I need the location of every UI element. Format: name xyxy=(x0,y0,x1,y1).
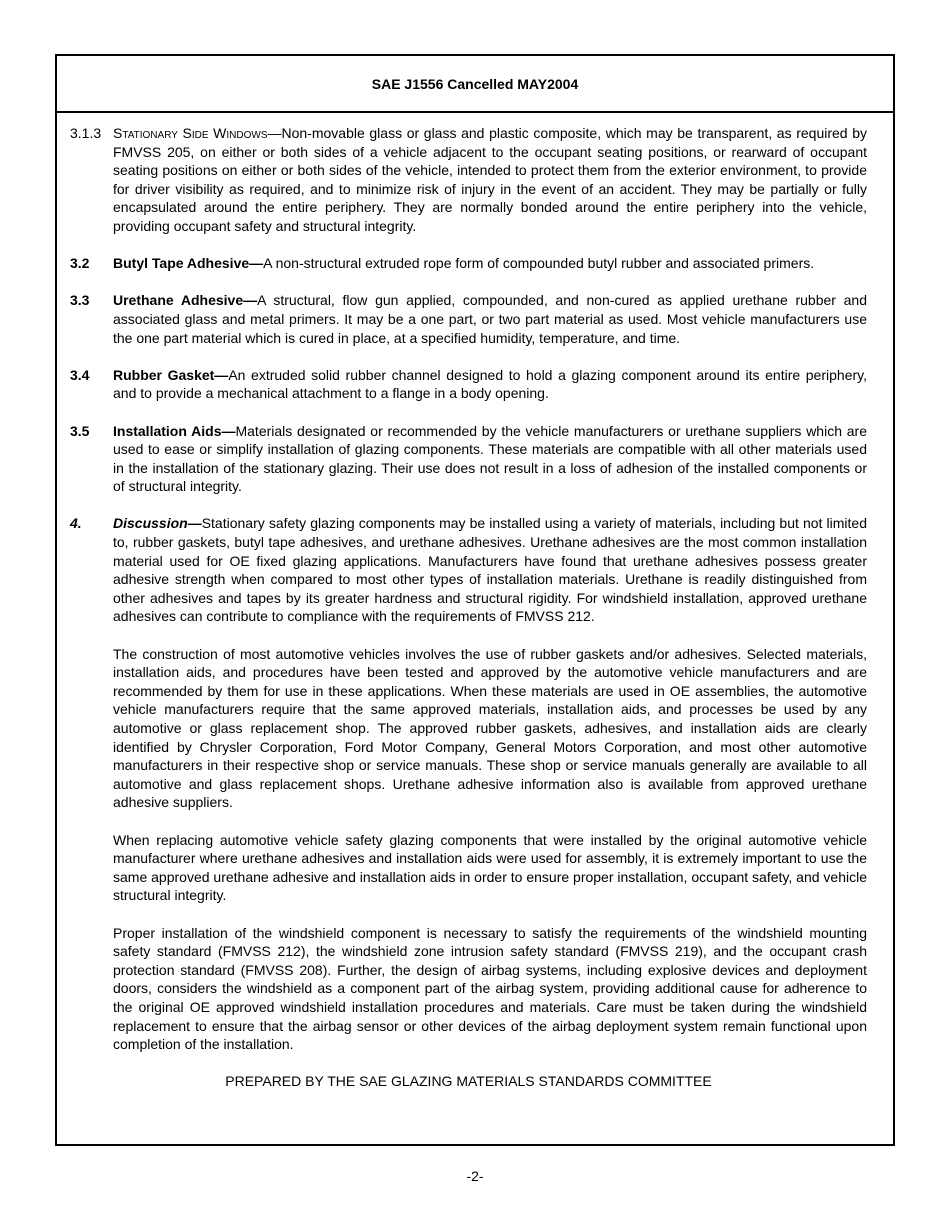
page-number: -2- xyxy=(466,1168,484,1184)
section-title: Installation Aids— xyxy=(113,422,236,439)
section-number: 3.4 xyxy=(70,366,90,383)
section-text xyxy=(113,514,867,626)
section-title: Stationary Side Windows xyxy=(113,125,268,141)
section-3-1-3 xyxy=(70,124,867,236)
section-3-4 xyxy=(70,366,867,403)
section-number: 4. xyxy=(70,515,82,532)
section-body: Non-movable glass or glass and plastic composite, which may be transparent, as required by FMVSS 205, on either or both sides of a vehicle adjacent to the occupant seating positions, or rearward of occupant seating positions on either or both sides of the vehicle, intended to protect them from the exterior environment, to provide for driver visibility as required, and to minimize risk of injury in the event of an accident. They may be partially or fully encapsulated around the entire periphery. They are normally bonded around the entire periphery into the vehicle, providing occupant safety and structural integrity. xyxy=(113,125,867,234)
section-body: Materials designated or recommended by the vehicle manufacturers or urethane suppliers which are used to ease or simplify installation of glazing components. These materials are compatible with all other materials used in the installation of the stationary glazing. Their use does not result in a loss of adhesion of the installed components or of structural integrity. xyxy=(113,422,867,495)
section-text xyxy=(113,291,867,347)
section-number: 3.1.3 xyxy=(70,125,102,141)
section-3-2 xyxy=(70,254,867,273)
section-body: A structural, flow gun applied, compounded, and non-cured as applied urethane rubber and associated glass and metal primers. It may be a one part, or two part material as used. Most vehicle manufacturers use the one part material which is cured in place, at a specified humidity, temperature, and time. xyxy=(113,292,867,346)
discussion-paragraph: Proper installation of the windshield component is necessary to satisfy the requirements of the windshield mounting safety standard (FMVSS 212), the windshield zone intrusion safety standard (FMVSS 219), and the occupant crash protection standard (FMVSS 208). Further, the design of airbag systems, including explosive devices and deployment doors, considers the windshield as a component part of the airbag system, providing additional cause for adherence to the original OE approved windshield installation procedures and materials. Care must be taken during the windshield replacement to ensure that the airbag sensor or other devices of the airbag deployment system remain functional upon completion of the installation. xyxy=(113,924,867,1053)
section-number: 3.5 xyxy=(70,422,90,439)
section-body: Stationary safety glazing components may be installed using a variety of materials, including but not limited to, rubber gaskets, butyl tape adhesives, and urethane adhesives. Urethane adhesives are the most common installation material used for OE fixed glazing applications. Manufacturers have found that urethane adhesives possess greater adhesive strength when compared to most other types of installation materials. Urethane is readily distinguished from other adhesives and tapes by its greater hardness and structural rigidity. For windshield installation, approved urethane adhesives can contribute to compliance with the requirements of FMVSS 212. xyxy=(113,515,867,625)
section-number: 3.2 xyxy=(70,255,90,272)
section-title: Rubber Gasket— xyxy=(113,366,229,383)
section-text xyxy=(113,366,867,403)
section-title: Butyl Tape Adhesive— xyxy=(113,255,264,272)
section-dash: — xyxy=(267,125,282,141)
prepared-by-line: PREPARED BY THE SAE GLAZING MATERIALS STANDARDS COMMITTEE xyxy=(225,1073,712,1090)
document-title: SAE J1556 Cancelled MAY2004 xyxy=(371,75,579,92)
document-frame xyxy=(55,54,895,1146)
section-text xyxy=(113,124,867,236)
section-3-5 xyxy=(70,422,867,496)
section-4 xyxy=(70,514,867,626)
discussion-paragraph: When replacing automotive vehicle safety glazing components that were installed by the original automotive vehicle manufacturer where urethane adhesives and installation aids were used for assembly, it is extremely important to use the same approved urethane adhesive and installation aids in order to ensure proper installation, occupant safety, and vehicle structural integrity. xyxy=(113,831,867,904)
document-header xyxy=(57,56,893,113)
section-title: Discussion— xyxy=(113,515,202,532)
section-body: An extruded solid rubber channel designed to hold a glazing component around its entire periphery, and to provide a mechanical attachment to a flange in a body opening. xyxy=(113,366,867,402)
section-text xyxy=(113,254,867,273)
section-body: A non-structural extruded rope form of compounded butyl rubber and associated primers. xyxy=(263,255,815,272)
discussion-paragraph: The construction of most automotive vehicles involves the use of rubber gaskets and/or adhesives. Selected materials, installation aids, and procedures have been tested and approved by the automotive vehicle manufacturers and are recommended by them for use in these applications. When these materials are used in OE assemblies, the automotive vehicle manufacturers require that the same approved materials, installation aids, and processes be used by any automotive or glass replacement shop. The approved rubber gaskets, adhesives, and installation aids are clearly identified by Chrysler Corporation, Ford Motor Company, General Motors Corporation, and most other automotive manufacturers in their respective shop or service manuals. These shop or service manuals generally are available to all automotive and glass replacement shops. Urethane adhesive information also is available from approved urethane adhesive suppliers. xyxy=(113,645,867,811)
section-text xyxy=(113,422,867,496)
document-body xyxy=(70,124,867,1091)
section-number: 3.3 xyxy=(70,292,90,309)
section-title: Urethane Adhesive— xyxy=(113,292,258,309)
section-3-3 xyxy=(70,291,867,347)
